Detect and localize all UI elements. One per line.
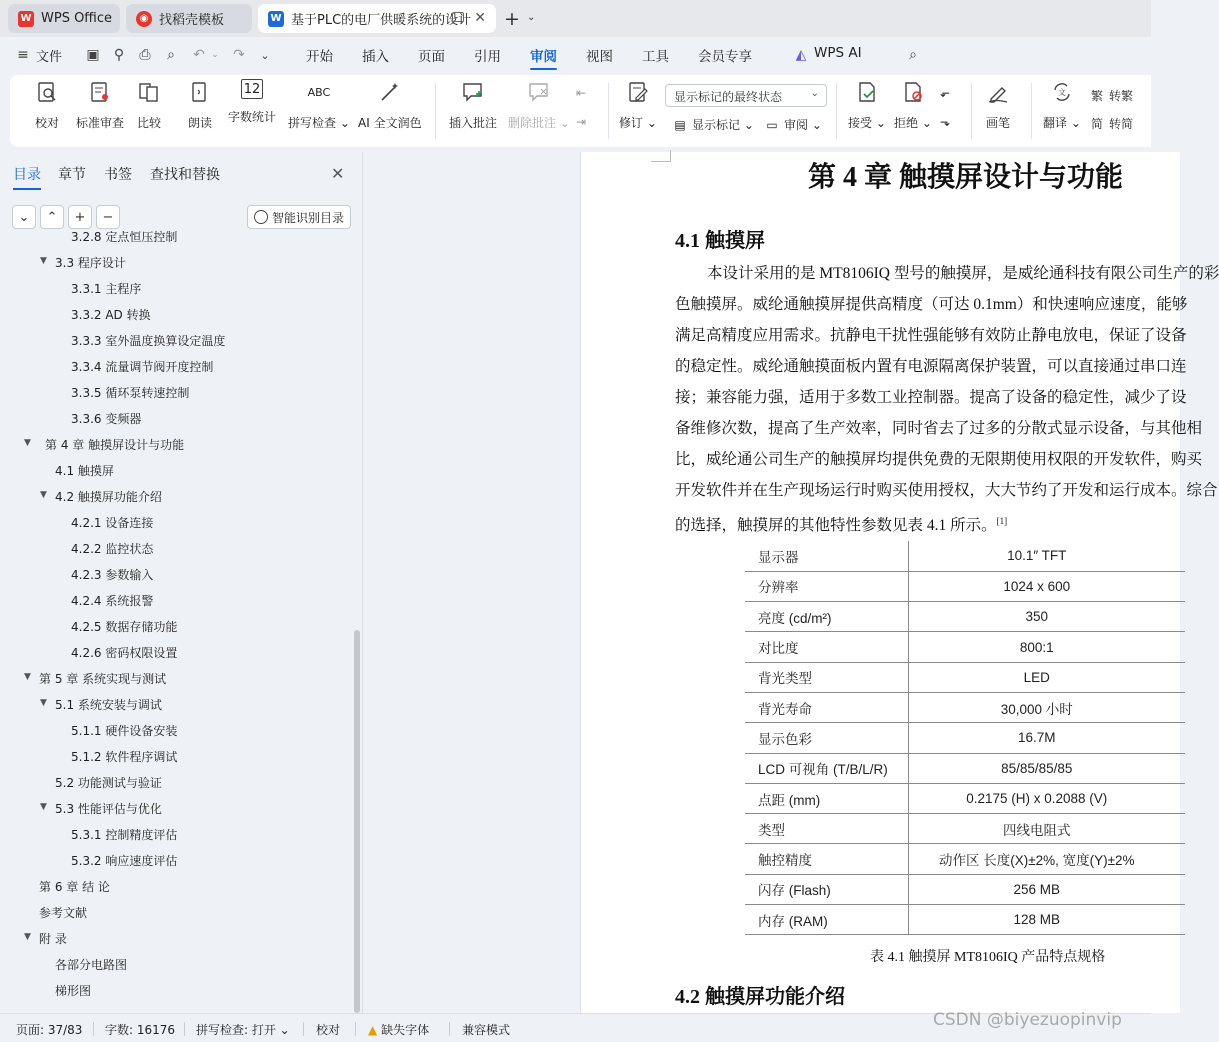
ribbon-divider bbox=[608, 83, 609, 139]
nav-tab-sections[interactable]: 章节 bbox=[58, 167, 86, 183]
delete-comment-button[interactable] bbox=[508, 79, 570, 131]
menu-tools[interactable]: 工具 bbox=[642, 49, 669, 65]
paragraph-line: 比，威纶通公司生产的触摸屏均提供免费的无限期使用权限的开发软件，购买 bbox=[675, 451, 1203, 468]
toc-item[interactable] bbox=[55, 774, 162, 791]
toc-item[interactable] bbox=[40, 696, 162, 713]
status-divider bbox=[303, 1022, 304, 1036]
simplified-icon: 简 bbox=[1090, 117, 1103, 131]
table-row bbox=[745, 541, 1185, 571]
compare-label: 比较 bbox=[136, 116, 161, 130]
spec-key-cell: 亮度 (cd/m²) bbox=[745, 602, 908, 632]
spec-key-cell: 闪存 (Flash) bbox=[745, 874, 908, 904]
compare-button[interactable] bbox=[136, 79, 162, 131]
expand-arrow-icon[interactable]: ▼ bbox=[40, 698, 47, 708]
read-aloud-icon bbox=[187, 79, 213, 105]
toc-item-label: 3.3.2 AD 转换 bbox=[71, 308, 151, 322]
citation-ref[interactable]: [1] bbox=[996, 516, 1008, 526]
proofread-label: 校对 bbox=[34, 116, 59, 130]
menu-review[interactable]: 审阅 bbox=[530, 45, 557, 65]
search-icon[interactable]: ⌕ bbox=[909, 47, 917, 63]
menu-file[interactable]: 文件 bbox=[36, 50, 63, 65]
toc-item-label: 5.3 性能评估与优化 bbox=[55, 802, 162, 816]
toc-item[interactable] bbox=[55, 982, 91, 999]
toc-item-label: 各部分电路图 bbox=[55, 958, 128, 972]
toc-item-label: 4.1 触摸屏 bbox=[55, 464, 114, 478]
toc-item-label: 3.3 程序设计 bbox=[55, 256, 126, 270]
spec-value-cell: 85/85/85/85 bbox=[908, 753, 1185, 783]
spec-value-cell: 动作区 长度(X)±2%, 宽度(Y)±2% bbox=[908, 844, 1185, 874]
spec-value-cell: 0.2175 (H) x 0.2088 (V) bbox=[908, 783, 1185, 813]
toc-item[interactable] bbox=[40, 800, 162, 817]
toc-item[interactable] bbox=[71, 358, 213, 375]
close-pane-icon[interactable]: ✕ bbox=[331, 164, 345, 183]
reject-label: 拒绝 ⌄ bbox=[894, 116, 932, 130]
pen-label: 画笔 bbox=[985, 116, 1010, 130]
remove-heading-button[interactable]: − bbox=[96, 205, 120, 229]
expand-arrow-icon[interactable]: ▼ bbox=[24, 438, 31, 448]
spec-key-cell: 背光类型 bbox=[745, 662, 908, 692]
toc-item[interactable] bbox=[71, 722, 177, 739]
wps-logo-icon: W bbox=[18, 11, 34, 27]
menu-bar bbox=[0, 37, 1151, 73]
table-row bbox=[745, 632, 1185, 662]
toc-list bbox=[0, 230, 352, 1013]
toc-item-label: 4.2.6 密码权限设置 bbox=[71, 646, 178, 660]
insert-comment-label: 插入批注 bbox=[449, 116, 498, 130]
smart-toc-button[interactable]: 智能识别目录 bbox=[247, 205, 351, 229]
save-icon[interactable]: ▣ bbox=[86, 47, 100, 63]
spec-table bbox=[745, 541, 1185, 935]
next-comment-icon[interactable]: ⇥ bbox=[576, 115, 587, 129]
pen-button[interactable] bbox=[985, 79, 1011, 131]
toc-item-label: 5.1.2 软件程序调试 bbox=[71, 750, 178, 764]
ribbon-divider bbox=[971, 83, 972, 139]
undo-icon[interactable]: ↶ bbox=[193, 47, 205, 63]
pen-icon bbox=[985, 79, 1011, 105]
toc-item-label: 4.2.2 监控状态 bbox=[71, 542, 154, 556]
table-row bbox=[745, 753, 1185, 783]
toc-item[interactable] bbox=[71, 228, 177, 245]
toc-item-label: 3.3.4 流量调节阀开度控制 bbox=[71, 360, 214, 374]
close-tab-icon[interactable]: ✕ bbox=[474, 10, 486, 26]
toc-item[interactable] bbox=[24, 930, 67, 947]
spec-value-cell: 10.1″ TFT bbox=[908, 541, 1185, 571]
tab-template[interactable] bbox=[126, 4, 252, 33]
comment-add-icon bbox=[460, 79, 486, 105]
page-corner-mark bbox=[651, 150, 671, 162]
toc-item-label: 第 5 章 系统实现与测试 bbox=[39, 672, 167, 686]
expand-arrow-icon[interactable]: ▼ bbox=[40, 802, 47, 812]
table-caption: 表 4.1 触摸屏 MT8106IQ 产品特点规格 bbox=[870, 950, 1106, 965]
toc-item-label: 3.3.3 室外温度换算设定温度 bbox=[71, 334, 226, 348]
compare-icon bbox=[136, 79, 162, 105]
spell-check-label: 拼写检查 ⌄ bbox=[288, 116, 350, 130]
word-count-icon: 12 bbox=[241, 79, 263, 99]
undo-dropdown-icon[interactable]: ⌄ bbox=[211, 50, 219, 60]
show-markup-icon: ▤ bbox=[674, 117, 686, 132]
spell-check-icon: ABC bbox=[307, 85, 331, 99]
toc-item-label: 5.3.1 控制精度评估 bbox=[71, 828, 178, 842]
review-pane-icon: ▭ bbox=[766, 117, 778, 132]
toc-item-label: 3.3.1 主程序 bbox=[71, 282, 142, 296]
traditional-icon: 繁 bbox=[1090, 89, 1103, 103]
menu-home[interactable]: 开始 bbox=[306, 49, 333, 65]
document-canvas[interactable] bbox=[364, 152, 1219, 1013]
menu-view[interactable]: 视图 bbox=[586, 49, 613, 65]
toc-item-label: 5.3.2 响应速度评估 bbox=[71, 854, 178, 868]
ribbon-divider bbox=[836, 83, 837, 139]
spec-key-cell: 显示色彩 bbox=[745, 723, 908, 753]
ai-polish-button[interactable] bbox=[358, 79, 422, 131]
spec-key-cell: 触控精度 bbox=[745, 844, 908, 874]
accept-label: 接受 ⌄ bbox=[848, 116, 886, 130]
delete-comment-label: 删除批注 ⌄ bbox=[508, 116, 570, 130]
print-icon[interactable]: ⎙ bbox=[139, 47, 151, 63]
toc-item[interactable] bbox=[71, 592, 153, 609]
toc-item-label: 附 录 bbox=[39, 932, 67, 946]
spec-key-cell: 背光寿命 bbox=[745, 692, 908, 722]
warning-icon: ▲ bbox=[368, 1023, 378, 1037]
menu-wps-ai[interactable]: WPS AI bbox=[814, 45, 862, 61]
spec-value-cell: 1024 x 600 bbox=[908, 571, 1185, 601]
track-changes-label: 修订 ⌄ bbox=[619, 116, 657, 130]
table-row bbox=[745, 662, 1185, 692]
more-chevron-icon[interactable]: ⌄ bbox=[260, 48, 270, 62]
word-doc-icon: W bbox=[268, 11, 284, 27]
prev-change-icon[interactable]: ⬐ bbox=[940, 86, 951, 100]
toc-scrollbar[interactable] bbox=[354, 630, 360, 1013]
menu-references[interactable]: 引用 bbox=[474, 49, 501, 65]
menu-member[interactable]: 会员专享 bbox=[698, 49, 752, 65]
word-count-indicator[interactable]: 字数: 16176 bbox=[105, 1023, 176, 1037]
toc-item[interactable] bbox=[71, 566, 153, 583]
toc-item[interactable] bbox=[71, 410, 141, 427]
print-preview-icon[interactable]: ⌕ bbox=[167, 47, 175, 63]
status-divider bbox=[355, 1022, 356, 1036]
reject-icon bbox=[900, 79, 926, 105]
toc-item-label: 4.2.5 数据存储功能 bbox=[71, 620, 178, 634]
status-divider bbox=[449, 1022, 450, 1036]
accept-button[interactable] bbox=[848, 79, 886, 131]
ai-polish-label: AI 全文润色 bbox=[358, 116, 422, 130]
expand-arrow-icon[interactable]: ▼ bbox=[40, 256, 47, 266]
toc-item-label: 梯形图 bbox=[55, 984, 92, 998]
spec-key-cell: 对比度 bbox=[745, 632, 908, 662]
standard-review-label: 标准审查 bbox=[76, 116, 125, 130]
ribbon-toolbar bbox=[10, 75, 1151, 147]
table-row bbox=[745, 874, 1185, 904]
expand-arrow-icon[interactable]: ▼ bbox=[40, 490, 47, 500]
spec-value-cell: 800:1 bbox=[908, 632, 1185, 662]
markup-state-select[interactable] bbox=[665, 84, 827, 107]
toc-item[interactable] bbox=[71, 644, 177, 661]
word-count-label: 字数统计 bbox=[228, 110, 277, 124]
paragraph-line: 的稳定性。威纶通触摸面板内置有电源隔离保护装置，可以直接通过串口连 bbox=[675, 358, 1187, 375]
nav-tab-find-replace[interactable]: 查找和替换 bbox=[150, 167, 220, 183]
toc-item[interactable] bbox=[71, 514, 153, 531]
tab-label: WPS Office bbox=[41, 11, 113, 26]
spec-key-cell: 点距 (mm) bbox=[745, 783, 908, 813]
to-traditional-button[interactable]: 繁 转繁 bbox=[1090, 89, 1134, 103]
proofread-indicator[interactable]: 校对 bbox=[316, 1023, 341, 1037]
collapse-all-button[interactable]: ⌄ bbox=[12, 205, 36, 229]
menu-insert[interactable]: 插入 bbox=[362, 49, 389, 65]
spec-key-cell: LCD 可视角 (T/B/L/R) bbox=[745, 753, 908, 783]
menu-page[interactable]: 页面 bbox=[418, 49, 445, 65]
read-aloud-button[interactable] bbox=[187, 79, 213, 131]
smart-toc-icon bbox=[254, 210, 268, 224]
compat-mode-indicator: 兼容模式 bbox=[462, 1023, 511, 1037]
read-aloud-label: 朗读 bbox=[187, 116, 212, 130]
chevron-down-icon: ⌄ bbox=[810, 88, 819, 99]
table-row bbox=[745, 844, 1185, 874]
navigation-pane bbox=[0, 152, 363, 1013]
wps-ai-icon: ◭ bbox=[795, 47, 807, 63]
paragraph-line: 备维修次数，提高了生产效率，同时省去了过多的分散式显示设备，与其他相 bbox=[675, 420, 1203, 437]
table-row bbox=[745, 814, 1185, 844]
svg-text:文: 文 bbox=[1057, 88, 1066, 97]
comment-delete-icon bbox=[526, 79, 552, 105]
accept-icon bbox=[854, 79, 880, 105]
table-row bbox=[745, 905, 1185, 935]
paragraph-line: 色触摸屏。威纶通触摸屏提供高精度（可达 0.1mm）和快速响应速度，能够 bbox=[675, 296, 1188, 313]
add-heading-button[interactable]: + bbox=[68, 205, 92, 229]
spec-value-cell: 16.7M bbox=[908, 723, 1185, 753]
section-title: 4.1 触摸屏 bbox=[675, 230, 765, 252]
table-row bbox=[745, 602, 1185, 632]
watermark: CSDN @biyezuopinvip bbox=[933, 1010, 1122, 1030]
spec-key-cell: 分辨率 bbox=[745, 571, 908, 601]
toc-item-label: 4.2 触摸屏功能介绍 bbox=[55, 490, 162, 504]
toc-item[interactable] bbox=[71, 306, 151, 323]
spec-value-cell: LED bbox=[908, 662, 1185, 692]
expand-up-button[interactable]: ⌃ bbox=[40, 205, 64, 229]
translate-icon bbox=[1049, 79, 1075, 105]
title-bar bbox=[0, 0, 1151, 37]
expand-arrow-icon[interactable]: ▼ bbox=[24, 932, 31, 942]
toc-item[interactable] bbox=[39, 878, 110, 895]
paragraph-line: 本设计采用的是 MT8106IQ 型号的触摸屏，是威纶通科技有限公司生产的彩 bbox=[707, 265, 1219, 282]
hamburger-icon[interactable]: ≡ bbox=[17, 47, 29, 63]
toc-item[interactable] bbox=[24, 436, 185, 453]
redo-icon[interactable]: ↷ bbox=[233, 47, 245, 63]
toc-item[interactable] bbox=[24, 670, 167, 687]
toc-item[interactable] bbox=[39, 904, 87, 921]
toc-item[interactable] bbox=[71, 618, 177, 635]
toc-item-label: 4.2.4 系统报警 bbox=[71, 594, 154, 608]
toc-item[interactable] bbox=[71, 826, 177, 843]
missing-font-indicator[interactable]: ▲ 缺失字体 bbox=[368, 1023, 430, 1037]
toc-item-label: 4.2.1 设备连接 bbox=[71, 516, 154, 530]
nav-tab-toc[interactable]: 目录 bbox=[13, 164, 41, 184]
spec-value-cell: 128 MB bbox=[908, 905, 1185, 935]
review-pane-button[interactable]: ▭ 审阅 ⌄ bbox=[764, 116, 822, 133]
standard-review-button[interactable] bbox=[76, 79, 124, 131]
page-indicator[interactable]: 页面: 37/83 bbox=[16, 1023, 83, 1037]
reject-button[interactable] bbox=[894, 79, 932, 131]
proofread-icon bbox=[34, 79, 60, 105]
nav-tab-bookmarks[interactable]: 书签 bbox=[104, 167, 132, 183]
tab-label: 基于PLC的电厂供暖系统的设计 bbox=[291, 13, 472, 28]
track-changes-button[interactable] bbox=[619, 79, 657, 131]
markup-state-value: 显示标记的最终状态 bbox=[674, 90, 783, 104]
ribbon-divider bbox=[1031, 83, 1032, 139]
tab-wps-office[interactable] bbox=[8, 4, 120, 33]
toc-item-label: 3.3.5 循环泵转速控制 bbox=[71, 386, 190, 400]
spec-value-cell: 256 MB bbox=[908, 874, 1185, 904]
next-section-title: 4.2 触摸屏功能介绍 bbox=[675, 986, 845, 1008]
show-markup-button[interactable]: ▤ 显示标记 ⌄ bbox=[672, 116, 754, 133]
toc-item[interactable] bbox=[55, 462, 114, 479]
paragraph-line-last: 的选择，触摸屏的其他特性参数见表 4.1 所示。[1] bbox=[675, 516, 1008, 534]
standard-review-icon bbox=[87, 79, 113, 105]
to-simplified-button[interactable]: 简 转简 bbox=[1090, 117, 1134, 131]
ribbon-divider bbox=[435, 83, 436, 139]
toc-item[interactable] bbox=[40, 488, 162, 505]
toc-item-label: 5.2 功能测试与验证 bbox=[55, 776, 162, 790]
translate-label: 翻译 ⌄ bbox=[1043, 116, 1081, 130]
toc-item[interactable] bbox=[71, 540, 153, 557]
toc-item-label: 第 4 章 触摸屏设计与功能 bbox=[45, 438, 185, 452]
status-divider bbox=[184, 1022, 185, 1036]
tab-document[interactable] bbox=[258, 4, 496, 33]
insert-comment-button[interactable] bbox=[449, 79, 497, 131]
toc-item-label: 第 6 章 结 论 bbox=[39, 880, 110, 894]
toc-item[interactable] bbox=[71, 384, 189, 401]
document-page[interactable] bbox=[580, 152, 1219, 1013]
daoke-logo-icon: ◉ bbox=[136, 11, 152, 27]
spell-check-button[interactable] bbox=[288, 79, 350, 131]
expand-arrow-icon[interactable]: ▼ bbox=[24, 672, 31, 682]
toc-item[interactable] bbox=[40, 254, 126, 271]
track-changes-icon bbox=[625, 79, 651, 105]
prev-comment-icon[interactable]: ⇤ bbox=[576, 86, 587, 100]
toc-item-label: 4.2.3 参数输入 bbox=[71, 568, 154, 582]
paragraph-line: 满足高精度应用需求。抗静电干扰性强能够有效防止静电放电，保证了设备 bbox=[675, 327, 1187, 344]
spec-value-cell: 四线电阻式 bbox=[908, 814, 1185, 844]
chevron-down-icon[interactable]: ⌄ bbox=[527, 12, 536, 23]
spec-value-cell: 30,000 小时 bbox=[908, 692, 1185, 722]
toc-item-label: 5.1 系统安装与调试 bbox=[55, 698, 162, 712]
translate-button[interactable] bbox=[1043, 79, 1081, 131]
status-divider bbox=[93, 1022, 94, 1036]
spec-key-cell: 内存 (RAM) bbox=[745, 905, 908, 935]
chapter-title: 第 4 章 触摸屏设计与功能 bbox=[808, 162, 1124, 193]
toc-item[interactable] bbox=[71, 332, 225, 349]
toc-item[interactable] bbox=[71, 280, 141, 297]
toc-item[interactable] bbox=[71, 852, 177, 869]
table-row bbox=[745, 783, 1185, 813]
monitor-icon[interactable] bbox=[452, 12, 464, 22]
table-row bbox=[745, 571, 1185, 601]
paragraph-line: 开发软件并在生产现场运行时购买使用授权，大大节约了开发和运行成本。综合 bbox=[675, 482, 1218, 499]
paragraph-line: 接；兼容能力强，适用于多数工业控制器。提高了设备的稳定性，减少了设 bbox=[675, 389, 1187, 406]
toc-item-label: 参考文献 bbox=[39, 906, 88, 920]
toc-item[interactable] bbox=[71, 748, 177, 765]
proofread-button[interactable] bbox=[34, 79, 60, 131]
magic-wand-icon bbox=[377, 79, 403, 105]
new-tab-icon[interactable]: + bbox=[504, 8, 520, 30]
word-count-button[interactable] bbox=[228, 79, 276, 125]
toc-item-label: 3.3.6 变频器 bbox=[71, 412, 142, 426]
share-icon[interactable]: ⚲ bbox=[113, 47, 125, 63]
spec-key-cell: 类型 bbox=[745, 814, 908, 844]
tab-label: 找稻壳模板 bbox=[159, 13, 225, 28]
spec-key-cell: 显示器 bbox=[745, 541, 908, 571]
next-change-icon[interactable]: ⬎ bbox=[940, 115, 951, 129]
table-row bbox=[745, 723, 1185, 753]
toc-item-label: 3.2.8 定点恒压控制 bbox=[71, 230, 178, 244]
table-row bbox=[745, 692, 1185, 722]
spec-value-cell: 350 bbox=[908, 602, 1185, 632]
toc-item-label: 5.1.1 硬件设备安装 bbox=[71, 724, 178, 738]
spell-check-indicator[interactable]: 拼写检查: 打开 ⌄ bbox=[196, 1023, 290, 1037]
body-paragraph bbox=[675, 258, 1219, 537]
toc-item[interactable] bbox=[55, 956, 127, 973]
